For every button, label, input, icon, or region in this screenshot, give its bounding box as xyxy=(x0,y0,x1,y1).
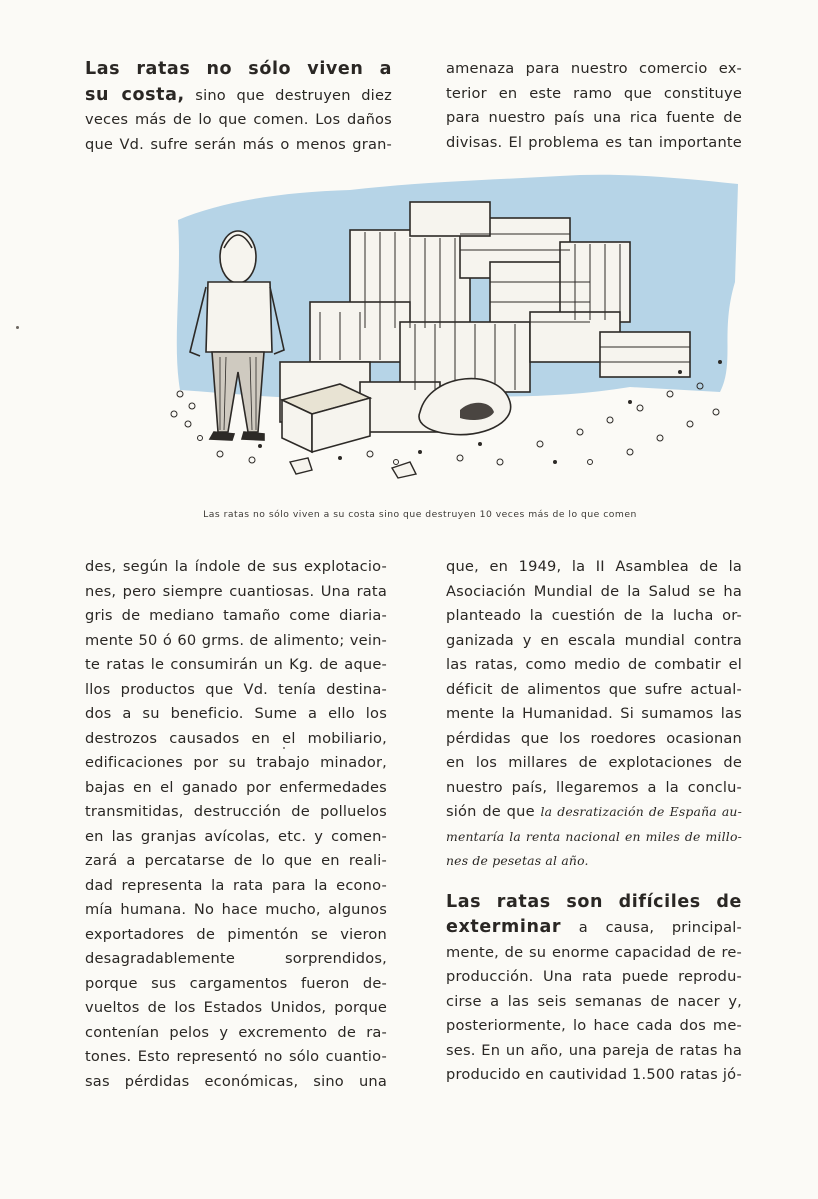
text-line: sas pérdidas económicas, sino una xyxy=(85,1072,387,1090)
debris xyxy=(290,458,312,474)
intro-paragraph-right xyxy=(446,57,742,155)
section-heading: exterminar xyxy=(446,917,562,937)
text-line: amenaza para nuestro comercio ex- xyxy=(446,60,742,77)
body-column-left xyxy=(85,555,387,1094)
italic-span: la desratización de España au- xyxy=(540,804,743,819)
text-line: llos productos que Vd. tenía destina- xyxy=(85,680,387,698)
cartoon-illustration xyxy=(160,162,742,492)
text-line: nes, pero siempre cuantiosas. Una rata xyxy=(85,582,387,600)
text-line: te ratas le consumirán un Kg. de aque- xyxy=(85,656,387,673)
text-line xyxy=(85,83,392,109)
text-line: vueltos de los Estados Unidos, porque xyxy=(85,999,387,1016)
text-line: ganizada y en escala mundial contra xyxy=(446,631,742,649)
text-line: en los millares de explotaciones de xyxy=(446,754,742,771)
text-line: en las granjas avícolas, etc. y comen- xyxy=(85,827,387,845)
text-line: producción. Una rata puede reprodu- xyxy=(446,968,742,985)
text-line: veces más de lo que comen. Los daños xyxy=(85,111,392,129)
figure-caption: Las ratas no sólo viven a su costa sino que destruyen 10 veces más de lo que comen xyxy=(203,509,637,520)
text-line: destrozos causados en el mobiliario, xyxy=(85,729,387,747)
text-line: transmitidas, destrucción de polluelos xyxy=(85,803,387,820)
text-line: edificaciones por su trabajo minador, xyxy=(85,754,387,771)
text-span: sión de que xyxy=(446,803,541,820)
text-line: mía humana. No hace mucho, algunos xyxy=(85,901,387,918)
text-line: bajas en el ganado por enfermedades xyxy=(85,778,387,796)
text-line: déficit de alimentos que sufre actual- xyxy=(446,680,742,698)
text-line: nuestro país, llegaremos a la conclu- xyxy=(446,778,742,796)
text-line: divisas. El problema es tan importante xyxy=(446,133,742,151)
text-line: para nuestro país una rica fuente de xyxy=(446,109,742,127)
text-line xyxy=(446,800,742,825)
text-line: las ratas, como medio de combatir el xyxy=(446,656,742,673)
section-heading: Las ratas son difíciles de xyxy=(446,891,742,912)
text-line: que Vd. sufre serán más o menos gran- xyxy=(85,135,392,153)
text-line: pérdidas que los roedores ocasionan xyxy=(446,729,742,747)
text-line: producido en cautividad 1.500 ratas jó- xyxy=(446,1066,742,1083)
text-line: cirse a las seis semanas de nacer y, xyxy=(446,992,742,1010)
text-line: que, en 1949, la II Asamblea de la xyxy=(446,558,742,575)
text-line: contenían pelos y excremento de ra- xyxy=(85,1023,387,1041)
body-column-right xyxy=(446,555,742,1088)
text-line: mente la Humanidad. Si sumamos las xyxy=(446,705,742,722)
text-line: terior en este ramo que constituye xyxy=(446,84,742,102)
text-line: zará a percatarse de lo que en reali- xyxy=(85,852,387,869)
text-line xyxy=(446,915,742,941)
text-line xyxy=(85,57,392,83)
section-spacer xyxy=(446,874,742,890)
text-line: desagradablemente sorprendidos, xyxy=(85,950,387,967)
text-line xyxy=(446,890,742,916)
text-line: Asociación Mundial de la Salud se ha xyxy=(446,582,742,600)
text-line: dos a su beneficio. Sume a ello los xyxy=(85,705,387,722)
text-line: gris de mediano tamaño come diaria- xyxy=(85,607,387,624)
text-line: dad representa la rata para la econo- xyxy=(85,876,387,894)
intro-paragraph-left xyxy=(85,57,392,157)
text-line: ses. En un año, una pareja de ratas ha xyxy=(446,1041,742,1059)
italic-line: mentaría la renta nacional en miles de millo- xyxy=(446,828,742,844)
paper-speck xyxy=(16,326,19,329)
text-line: mente, de su enorme capacidad de re- xyxy=(446,943,742,961)
text-line: porque sus cargamentos fueron de- xyxy=(85,974,387,992)
text-line: posteriormente, lo hace cada dos me- xyxy=(446,1017,742,1034)
text-line: exportadores de pimentón se vieron xyxy=(85,925,387,943)
text-span: sino que destruyen diez xyxy=(184,86,392,104)
italic-line: nes de pesetas al año. xyxy=(446,853,589,868)
text-line: des, según la índole de sus explotacio- xyxy=(85,558,387,575)
text-line: tones. Esto representó no sólo cuantio- xyxy=(85,1048,387,1065)
text-line: planteado la cuestión de la lucha or- xyxy=(446,607,742,624)
paper-speck xyxy=(283,747,285,749)
lead-heading: su costa, xyxy=(85,84,185,105)
text-span: a causa, principal- xyxy=(561,919,742,936)
text-line: mente 50 ó 60 grms. de alimento; vein- xyxy=(85,631,387,649)
lead-heading: Las ratas no sólo viven a xyxy=(85,59,392,79)
